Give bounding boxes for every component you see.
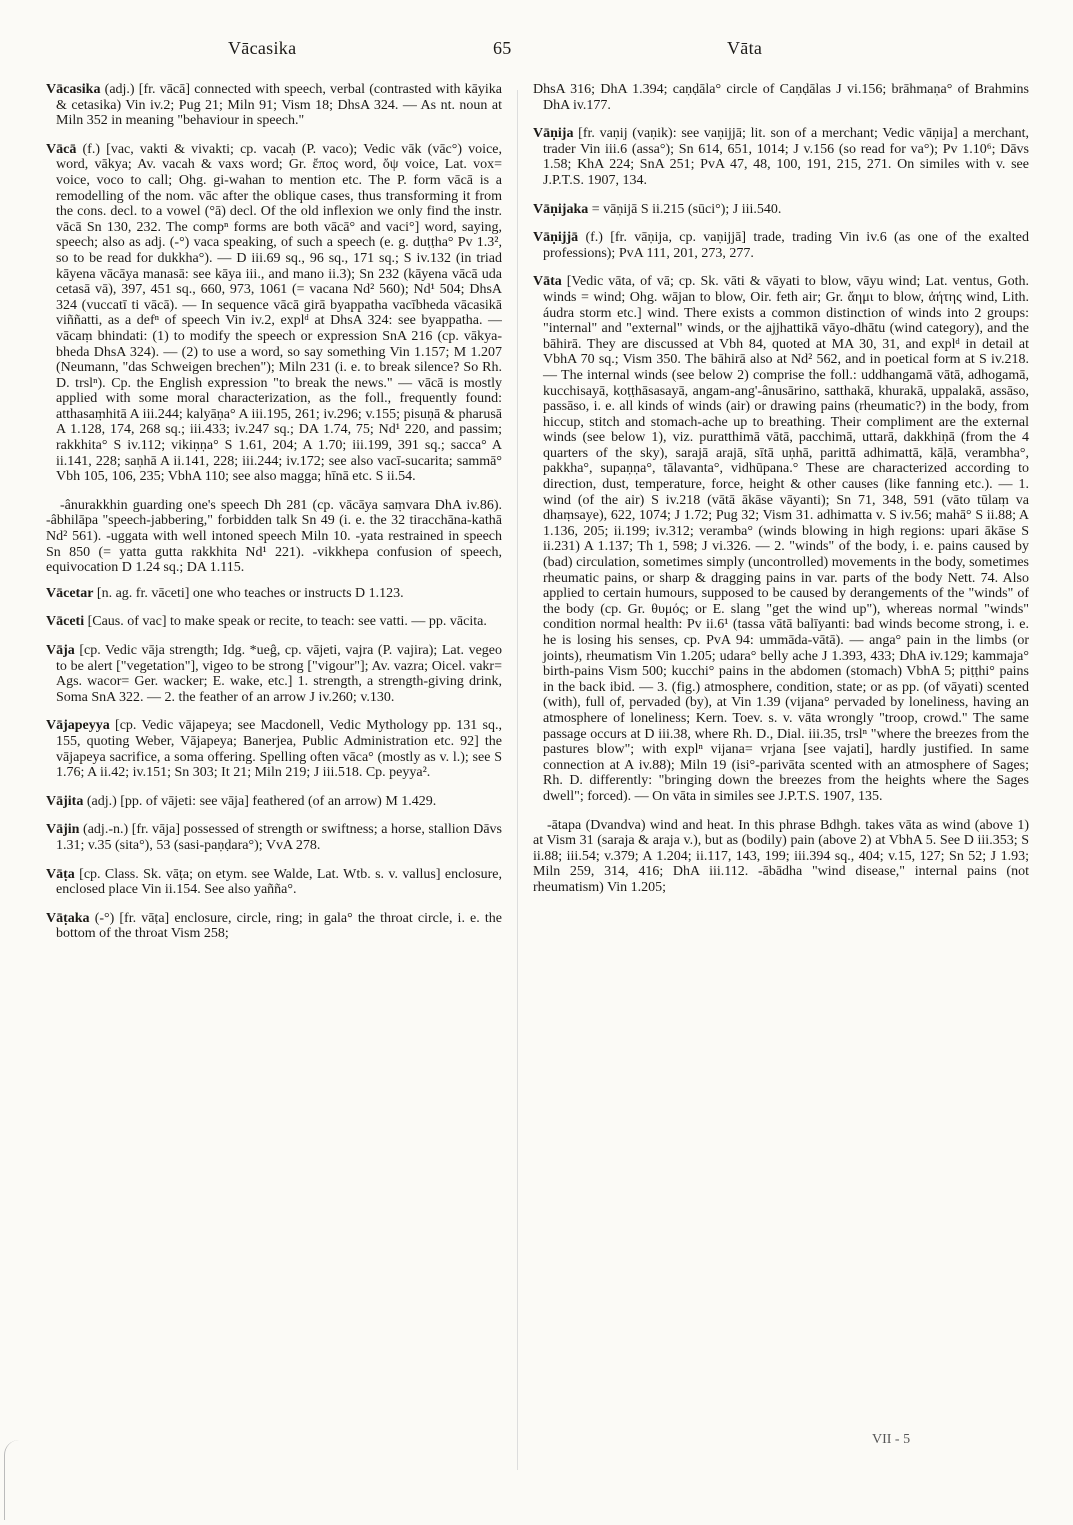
right-column <box>533 82 1029 1482</box>
entry-text: (adj.) [fr. vācā] connected with speech, verbal (contrasted with kāyika & cetasika) Vin iv.2; Pug 21; Miln 91; Vism 18; DhsA 324. — As nt. noun at Miln 352 in meaning "behaviour in speech." <box>56 82 502 129</box>
entry-headword: Vājita <box>46 793 84 809</box>
entry-headword: Vājin <box>46 822 80 838</box>
dictionary-entry <box>46 911 502 942</box>
left-column <box>46 82 502 1482</box>
dictionary-entry <box>533 274 1029 804</box>
dictionary-entry <box>46 822 502 853</box>
entry-text: [cp. Class. Sk. vāṭa; on etym. see Walde, Lat. Wtb. s. v. vallus] enclosure, enclosed place Vin ii.154. See also yañña°. <box>56 866 502 898</box>
entry-headword: Vāṇijjā <box>533 230 579 246</box>
entry-text: [fr. vaṇij (vaṇik): see vaṇijjā; lit. son of a merchant; Vedic vāṇija] a merchant, trader Vin iii.6 (assa°); Sn 614, 651, 1014; J v.156 (so read for va°); Pv 1.10⁶; Dāvs 1.58; KhA 224; SnA 251; PvA 47, 48, 100, 191, 215, 271. On similes with v. see J.P.T.S. 1907, 134. <box>543 126 1029 188</box>
entry-headword: Vājapeyya <box>46 718 110 734</box>
dictionary-entry <box>46 643 502 705</box>
entry-headword: Vāta <box>533 274 562 290</box>
entry-headword: Vāja <box>46 643 75 658</box>
entry-headword: Vācā <box>46 141 77 157</box>
entry-headword: Vācetar <box>46 585 94 601</box>
entry-text: -ātapa (Dvandva) wind and heat. In this phrase Bdhgh. takes vāta as wind (above 1) at Vism 31 (saraja & araja v.), but as (bodily) pain (above 2) at VbhA 5. See D iii.353; S ii.88; iii.54; v.379; A 1.204; ii.117, 143, 199; iii.394 sq., 404; v.15, 127; Sn 52; J 1.93; Miln 259, 314, 416; DhA iii.112. -ābādha "wind disease," internal pains (not rheumatism) Vin 1.205; <box>533 817 1029 895</box>
dictionary-entry <box>46 718 502 780</box>
signature-mark: VII - 5 <box>872 1432 911 1447</box>
entry-headword: Vācasika <box>46 82 101 97</box>
entry-text: [n. ag. fr. vāceti] one who teaches or instructs D 1.123. <box>96 585 404 601</box>
entry-text: (adj.) [pp. of vājeti: see vāja] feathered (of an arrow) M 1.429. <box>86 793 437 809</box>
dictionary-entry <box>46 614 502 630</box>
entry-text: [cp. Vedic vājapeya; see Macdonell, Vedic Mythology pp. 131 sq., 155, quoting Weber, Vājapeya; Banerjea, Public Administration etc. 92] the vājapeya sacrifice, a soma offering. Spelling often vāca° (mostly as v. l.); see S 1.76; A ii.42; iv.151; Sn 303; It 21; Miln 219; J iii.518. Cp. peyya². <box>56 718 502 781</box>
entry-text: (f.) [vac, vakti & vivakti; cp. vacaḥ (P. vaco); Vedic vāk (vāc°) voice, word, vākya; Av. vacah & vaxs word; Gr. ἔπος word, ὄψ voice, Lat. vox= voice, voco to call; Ohg. gi-wahan to mention etc. The P. form vācā is a remodelling of the nom. vāc after the oblique cases, thus transforming it from the cons. decl. to a vowel (°ā) decl. Of the old inflexion we only find the instr. vācā Sn 130, 232. The compⁿ forms are both vācā° and vaci°] word, saying, speech; also as adj. (-°) vaca speaking, of such a speech (e. g. duṭṭha° Pv 1.3², so to be read for dukkha°). — D iii.69 sq., 96 sq., 171 sq.; S iv.132 (in triad kāyena vācāya manasā: see kāya iii., and mano ii.3); Sn 232 (kāyena vācā uda cetasā vā), 397, 451 sq., 660, 973, 1061 (= vacana Nd² 560); Nd¹ 504; DhsA 324 (vuccatī ti vācā). — In sequence vācā girā byappatha vacībheda vācasikā viññatti, as a defⁿ of speech Vin iv.2, explᵈ at DhsA 324: see byappatha. — vācaṃ bhindati: (1) to modify the speech or expression SnA 216 (cp. vākya-bheda DhsA 324). — (2) to use a word, so say something Vin 1.157; M 1.207 (Neumann, "das Schweigen brechen"); Miln 231 (i. e. to break silence? So Rh. D. trslⁿ). Cp. the English expression "to break the news." — vācā is mostly applied with some moral characterization, as the foll., frequently found: atthasaṃhitā A iii.244; kalyāṇa° A iii.195, 261; iv.296; v.155; pisuṇā & pharusā A 1.128, 174, 268 sq.; iii.433; iv.247 sq.; DA 1.74, 75; Nd¹ 220, and passim; rakkhita° S iv.112; vikiṇṇa° S 1.61, 204; A 1.70; iii.199, 391 sq.; sacca° A ii.141, 228; saṇhā A ii.141, 228; iii.244; iv.172; see also vacī-sucarita; sammā° Vbh 105, 106, 235; VbhA 110; see also magga; hīnā etc. S ii.54. <box>56 141 502 485</box>
page-number: 65 <box>493 38 512 58</box>
entry-text: (-°) [fr. vāṭa] enclosure, circle, ring; in gala° the throat circle, i. e. the bottom of the throat Vism 258; <box>56 910 502 942</box>
dictionary-entry <box>533 126 1029 188</box>
sub-entry <box>533 818 1029 896</box>
dictionary-entry <box>46 142 502 485</box>
dictionary-entry <box>46 82 502 129</box>
entry-text: [cp. Vedic vāja strength; Idg. *ueĝ, cp. vājeti, vajra (P. vajira); Lat. vegeo to be alert ["vegetation"], vigeo to be strong ["vigour"]; Av. vazra; Oicel. vakr= Ags. wacor= Ger. wacker; E. wake, etc.] 1. strength, a strength-giving drink, Soma SnA 322. — 2. the feather of an arrow J iv.260; v.130. <box>56 643 502 705</box>
dictionary-entry <box>46 794 502 810</box>
entry-text: -ânurakkhin guarding one's speech Dh 281 (cp. vācāya saṃvara DhA iv.86). -âbhilāpa "speech-jabbering," forbidden talk Sn 49 (i. e. the 32 tiracchāna-kathā Nd² 561). -uggata with well intoned speech Miln 10. -yata restrained in speech Sn 850 (= yatta gutta rakkhita Nd¹ 221). -vikkhepa confusion of speech, equivocation D 1.24 sq.; DA 1.115. <box>46 497 502 576</box>
dictionary-entry <box>533 230 1029 261</box>
entry-headword: Vāṇijaka <box>533 201 589 217</box>
entry-headword: Vāṭaka <box>46 910 90 926</box>
entry-text: (adj.-n.) [fr. vāja] possessed of strength or swiftness; a horse, stallion Dāvs 1.31; v.35 (sita°), 53 (sasi-paṇḍara°); VvA 278. <box>56 822 502 853</box>
column-gutter <box>517 90 518 1470</box>
dictionary-entry <box>533 202 1029 218</box>
dictionary-entry <box>46 867 502 898</box>
entry-text: (f.) [fr. vāṇija, cp. vaṇijjā] trade, trading Vin iv.6 (as one of the exalted professions); PvA 111, 201, 273, 277. <box>543 230 1029 261</box>
sub-entry <box>46 498 502 576</box>
running-head-left: Vācasika <box>228 38 297 58</box>
running-head-right: Vāta <box>727 38 763 58</box>
entry-headword: Vāṇija <box>533 126 574 142</box>
dictionary-entry <box>533 82 1029 113</box>
entry-headword: Vāceti <box>46 614 85 630</box>
entry-text: DhsA 316; DhA 1.394; caṇḍāla° circle of Caṇḍālas J vi.156; brāhmaṇa° of Brahmins DhA iv.177. <box>533 82 1029 113</box>
entry-text: [Vedic vāta, of vā; cp. Sk. vāti & vāyati to blow, vāyu wind; Lat. ventus, Goth. winds = wind; Ohg. wājan to blow, Oir. feth air; Gr. ἄημι to blow, ἀήτης wind, Lith. áudra storm etc.] wind. There exists a common distinction of winds into 2 groups: "internal" and "external" winds, or the ajjhattikā vāyo-dhātu (wind category), and the bāhirā. They are discussed at Vbh 84, quoted at MA 30, 31, and explᵈ in detail at VbhA 70 sq.; Vism 350. The bāhirā also at Nd² 562, and in poetical form at S iv.218. — The internal winds (see below 2) comprise the foll.: uddhangamā vātā, adhogamā, kucchisayā, koṭṭhāsasayā, angam-ang'-ânusārino, satthakā, khurakā, uppalakā, assāso, passāso, i. e. all kinds of winds (air) or drawing pains (rheumatic?) in the body, from hiccup, stitch and stomach-ache up to breathing. Their compliment are the external winds (see below 1), viz. puratthimā vātā, pacchimā, uttarā, dakkhiṇā (from the 4 quarters of the sky), sarajā arajā, sītā uṇhā, parittā adhimattā, kāḷā, verambha°, pakkha°, supaṇṇa°, tālavanta°, vidhūpana.° These are characterized according to direction, dust, temperature, force, height & other causes (like fanning etc.). — 1. wind (of the air) S iv.218 (vātā ākāse vāyanti); Sn 71, 348, 591 (vāto tūlaṃ va dhaṃsaye), 622, 1074; J 1.72; Pug 32; Vism 31. adhimatta v. S iv.56; mahā° S ii.88; A 1.136, 205; ii.199; iv.312; veramba° (winds blowing in high regions: upari ākāse S ii.231) A 1.137; Th 1, 598; J vi.326. — 2. "winds" of the body, i. e. pains caused by (bad) circulation, sometimes simply (uncontrolled) movements in the body, sometimes rheumatic pains, or sharp & dragging pains in var. parts of the body Nett. 74. Also applied to certain humours, supposed to be caused by derangements of the "winds" of the body (cp. Gr. θυμός; or E. slang "get the wind up"), whereas normal "winds" condition normal health: Pv ii.6¹ (tassa vātā balīyanti: bad winds become strong, i. e. he is losing his senses, cp. PvA 94: ummāda-vātā). — anga° pain in the limbs (or joints), rheumatism Vin 1.205; udara° belly ache J 1.393, 433; DhA iv.129; kammaja° birth-pains Vism 500; kucchi° pains in the abdomen (stomach) VbhA 5; piṭṭhi° pains in the back ibid. — 3. (fig.) atmosphere, condition, state; or as pp. (of vāyati) scented (with), full of, pervaded (by), at Vin 1.39 (vijana° pervaded by loneliness, having an atmosphere of loneliness; Kern. Toev. s. v. vāta wrongly "troop, crowd." The same passage occurs at D iii.38, where Rh. D., Dial. iii.35, trslⁿ "where the breezes from the pastures blow"; with explⁿ vijana= vrjana [see vajati], hardly justified. In same connection at A iv.88); Miln 19 (isi°-parivāta scented with an atmosphere of Sages; Rh. D. differently: "bringing down the breezes from the heights where the Sages dwell"; forced). — On vāta in similes see J.P.T.S. 1907, 135. <box>543 274 1029 804</box>
entry-text: = vāṇijā S ii.215 (sūci°); J iii.540. <box>591 201 782 217</box>
dictionary-entry <box>46 586 502 602</box>
entry-headword: Vāṭa <box>46 866 75 882</box>
page-edge-curve <box>4 1440 19 1520</box>
entry-text: [Caus. of vac] to make speak or recite, to teach: see vatti. — pp. vācita. <box>87 614 487 630</box>
